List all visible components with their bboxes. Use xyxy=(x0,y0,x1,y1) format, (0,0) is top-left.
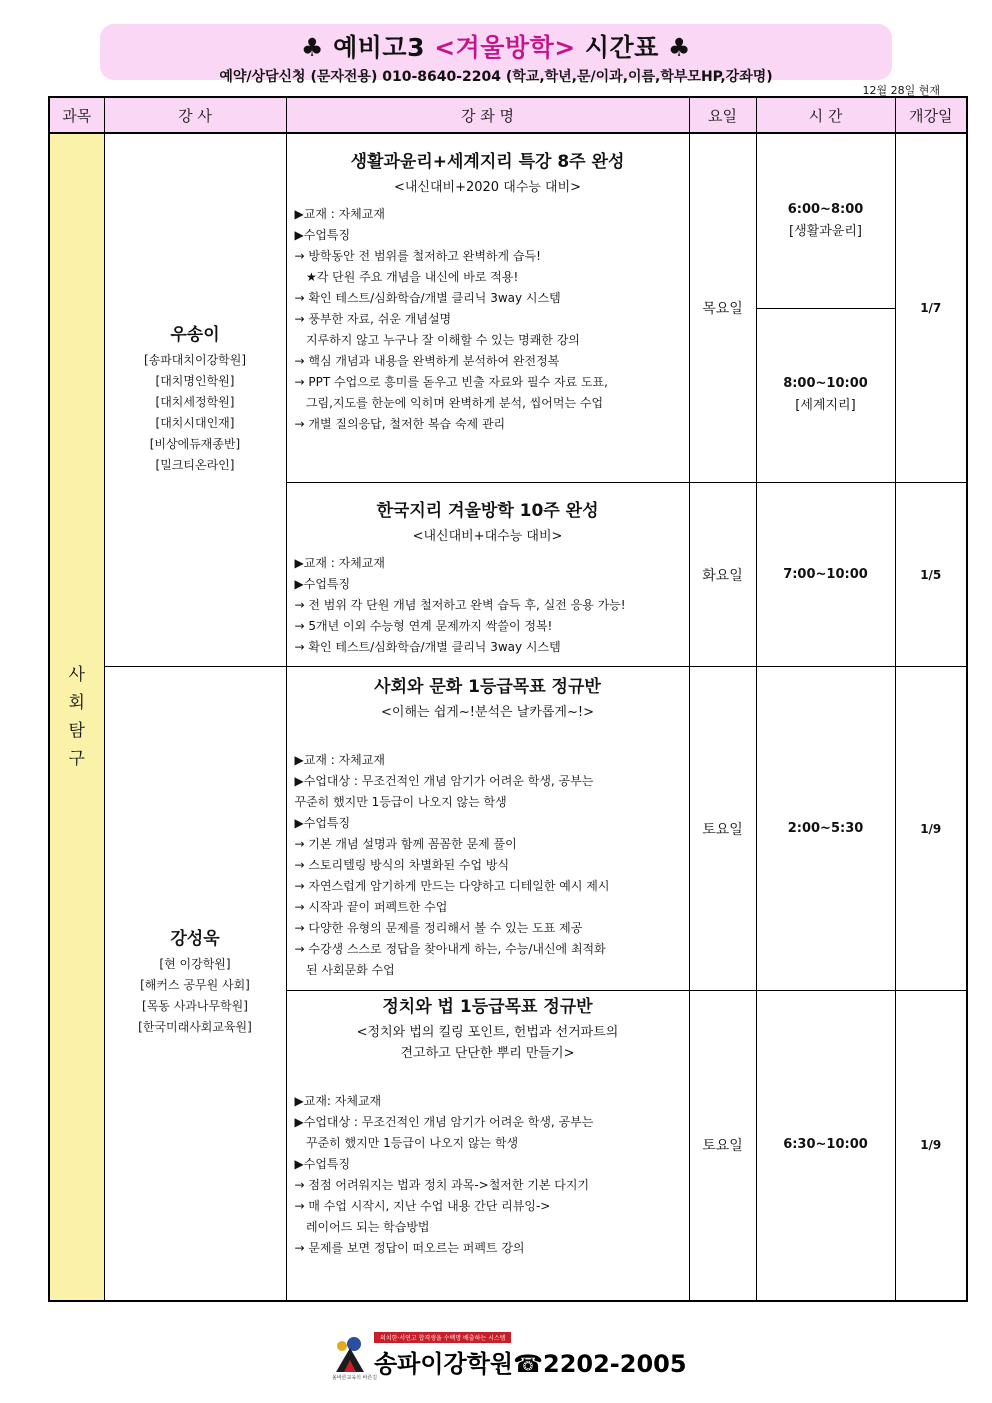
course-detail-line: 꾸준히 했지만 1등급이 나오지 않는 학생 xyxy=(294,795,507,809)
header-subject: 과목 xyxy=(49,97,104,133)
course-detail-line: ▶수업특징 xyxy=(294,228,351,242)
schedule-table xyxy=(48,96,968,1302)
logo-caption: 올바른교육의 바른길 xyxy=(332,1375,378,1381)
course-detail-line: → 매 수업 시작시, 지난 수업 내용 간단 리뷰잉-> xyxy=(294,1199,551,1213)
course-detail-line: ▶교재 : 자체교재 xyxy=(294,556,385,570)
table-row xyxy=(49,133,967,483)
course-detail-line: → 개별 질의응답, 철저한 복습 숙제 관리 xyxy=(294,417,506,431)
time-cell: 7:00~10:00 xyxy=(756,483,895,667)
course-detail-line: → 문제를 보면 정답이 떠오르는 퍼펙트 강의 xyxy=(294,1241,525,1255)
course-detail-line: 지루하지 않고 누구나 잘 이해할 수 있는 명쾌한 강의 xyxy=(294,333,580,347)
time-label: [생활과윤리] xyxy=(789,223,862,239)
instructor-affiliation: [대치세정학원] xyxy=(155,394,235,409)
course-detail-line: → 전 범위 각 단원 개념 철저하고 완벽 습득 후, 실전 응용 가능! xyxy=(294,598,626,612)
course-detail-line: → 다양한 유형의 문제를 정리해서 볼 수 있는 도표 제공 xyxy=(294,921,583,935)
academy-name: 송파이강학원☎2202-2005 xyxy=(374,1350,687,1378)
subject-char: 탐 xyxy=(68,720,85,741)
time-cell: 6:30~10:00 xyxy=(756,991,895,1301)
course-title: 생활과윤리+세계지리 특강 8주 완성 xyxy=(350,152,625,172)
course-detail-line: → 시작과 끝이 퍼펙트한 수업 xyxy=(294,900,448,914)
course-detail-line: 된 사회문화 수업 xyxy=(294,963,395,977)
course-title: 한국지리 겨울방학 10주 완성 xyxy=(376,501,599,521)
table-row xyxy=(49,667,967,991)
day-cell: 토요일 xyxy=(689,667,756,991)
course-cell xyxy=(286,483,689,667)
course-detail-line: → 확인 테스트/심화학습/개별 클리닉 3way 시스템 xyxy=(294,640,561,654)
course-detail-line: ▶교재: 자체교재 xyxy=(294,1094,382,1108)
title-banner xyxy=(100,24,892,85)
time-cell xyxy=(756,133,895,483)
course-cell xyxy=(286,133,689,483)
course-detail-line: → 자연스럽게 암기하게 만드는 다양하고 디테일한 예시 제시 xyxy=(294,879,610,893)
instructor-affiliation: [밀크티온라인] xyxy=(155,457,235,472)
course-detail-line: ▶수업특징 xyxy=(294,577,351,591)
course-detail-line: ▶수업대상 : 무조건적인 개념 암기가 어려운 학생, 공부는 xyxy=(294,774,594,788)
instructor-name: 강성욱 xyxy=(170,928,220,949)
course-detail-line xyxy=(295,729,681,750)
time-value: 6:00~8:00 xyxy=(787,201,864,217)
course-detail-line xyxy=(295,1070,681,1091)
course-detail-line: 그림,지도를 한눈에 익히며 완벽하게 분석, 씹어먹는 수업 xyxy=(294,396,604,410)
subject-cell xyxy=(49,133,104,1301)
course-detail-line: → 5개년 이외 수능형 연계 문제까지 싹쓸이 정복! xyxy=(294,619,553,633)
course-detail-line: → 핵심 개념과 내용을 완벽하게 분석하여 완전정복 xyxy=(294,354,560,368)
course-details xyxy=(295,729,681,981)
course-detail-line: → 점점 어려워지는 법과 정치 과목->철저한 기본 다지기 xyxy=(294,1178,590,1192)
header-day: 요일 xyxy=(689,97,756,133)
page-title: ♣ 예비고3 <겨울방학> 시간표 ♣ xyxy=(301,33,691,62)
course-title: 사회와 문화 1등급목표 정규반 xyxy=(374,677,601,697)
course-detail-line: → 기본 개념 설명과 함께 꼼꼼한 문제 풀이 xyxy=(294,837,517,851)
course-detail-line: ▶수업특징 xyxy=(294,1157,351,1171)
subject-label xyxy=(50,661,104,773)
time-label: [세계지리] xyxy=(795,398,856,414)
time-slot xyxy=(757,309,895,483)
instructor-affiliation: [해커스 공무원 사회] xyxy=(140,977,250,992)
course-cell xyxy=(286,667,689,991)
date-note: 12월 28일 현재 xyxy=(862,84,940,97)
course-detail-line: → PPT 수업으로 흥미를 돋우고 빈출 자료와 필수 자료 도표, xyxy=(294,375,608,389)
subject-char: 사 xyxy=(68,664,85,685)
time-value: 8:00~10:00 xyxy=(783,376,868,392)
title-highlight: <겨울방학> xyxy=(434,33,576,62)
table-header-row xyxy=(49,97,967,133)
header-open-date: 개강일 xyxy=(895,97,967,133)
subject-char: 회 xyxy=(68,692,85,713)
subject-char: 구 xyxy=(68,748,85,769)
course-subtitle: <내신대비+2020 대수능 대비> xyxy=(393,180,582,195)
header-instructor: 강 사 xyxy=(104,97,286,133)
day-cell: 화요일 xyxy=(689,483,756,667)
time-slot xyxy=(757,134,895,309)
day-cell: 토요일 xyxy=(689,991,756,1301)
header-time: 시 간 xyxy=(756,97,895,133)
course-subtitle: <이해는 쉽게~!분석은 날카롭게~!> xyxy=(381,705,594,720)
instructor-affiliation: [대치명인학원] xyxy=(155,373,235,388)
contact-info: 예약/상담신청 (문자전용) 010-8640-2204 (학교,학년,문/이과,이름,학부모HP,강좌명) xyxy=(219,69,773,85)
footer xyxy=(330,1330,687,1381)
course-subtitle: <정치와 법의 킬링 포인트, 헌법과 선거파트의 xyxy=(356,1025,619,1040)
time-cell: 2:00~5:30 xyxy=(756,667,895,991)
course-detail-line: ★각 단원 주요 개념을 내신에 바로 적용! xyxy=(294,270,519,284)
course-detail-line: → 방학동안 전 범위를 철저하고 완벽하게 습득! xyxy=(294,249,541,263)
course-detail-line: → 확인 테스트/심화학습/개별 클리닉 3way 시스템 xyxy=(294,291,561,305)
course-detail-line: → 수강생 스스로 정답을 찾아내게 하는, 수능/내신에 최적화 xyxy=(294,942,606,956)
day-cell: 목요일 xyxy=(689,133,756,483)
course-subtitle-2: 견고하고 단단한 뿌리 만들기> xyxy=(400,1046,575,1061)
open-date-cell: 1/9 xyxy=(895,991,967,1301)
footer-tagline: 의치한·서연고 합격생을 수백명 배출하는 시스템 xyxy=(374,1332,511,1343)
course-subtitle: <내신대비+대수능 대비> xyxy=(412,529,563,544)
course-detail-line: ▶교재 : 자체교재 xyxy=(294,753,385,767)
instructor-name: 우송이 xyxy=(170,324,220,345)
course-detail-line: → 스토리텔링 방식의 차별화된 수업 방식 xyxy=(294,858,510,872)
instructor-affiliation: [현 이강학원] xyxy=(159,956,231,971)
course-detail-line: → 풍부한 자료, 쉬운 개념설명 xyxy=(294,312,452,326)
course-details xyxy=(295,1070,681,1259)
instructor-cell xyxy=(104,667,286,1301)
course-detail-line: ▶수업특징 xyxy=(294,816,351,830)
open-date-cell: 1/9 xyxy=(895,667,967,991)
instructor-affiliation: [비상에듀재종반] xyxy=(149,436,241,451)
academy-phone: ☎2202-2005 xyxy=(513,1350,687,1378)
instructor-affiliation: [대치시대인재] xyxy=(155,415,235,430)
open-date-cell: 1/5 xyxy=(895,483,967,667)
instructor-affiliation: [한국미래사회교육원] xyxy=(138,1019,252,1034)
course-details xyxy=(295,553,681,658)
open-date-cell: 1/7 xyxy=(895,133,967,483)
course-detail-line: ▶수업대상 : 무조건적인 개념 암기가 어려운 학생, 공부는 xyxy=(294,1115,594,1129)
course-cell xyxy=(286,991,689,1301)
course-title: 정치와 법 1등급목표 정규반 xyxy=(382,997,593,1017)
course-detail-line: ▶교재 : 자체교재 xyxy=(294,207,385,221)
instructor-affiliation: [목동 사과나무학원] xyxy=(142,998,248,1013)
academy-logo-icon xyxy=(330,1332,370,1376)
course-detail-line: 레이어드 되는 학습방법 xyxy=(294,1220,430,1234)
instructor-affiliation: [송파대치이강학원] xyxy=(143,352,247,367)
course-details xyxy=(295,204,681,435)
instructor-cell xyxy=(104,133,286,667)
header-course: 강 좌 명 xyxy=(286,97,689,133)
course-detail-line: 꾸준히 했지만 1등급이 나오지 않는 학생 xyxy=(294,1136,519,1150)
